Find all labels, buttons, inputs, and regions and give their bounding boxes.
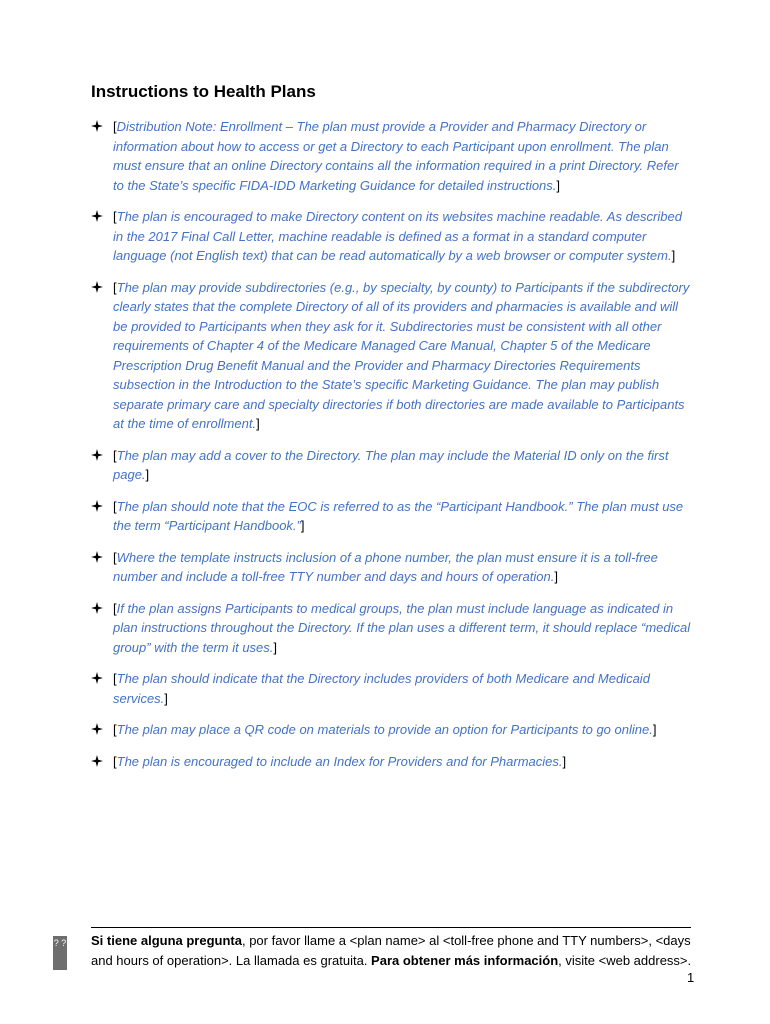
instruction-list: [91, 117, 691, 783]
footer-text-1: , por favor llame a <plan name> al <toll-free phone and TTY numbers>, <days and hours of operation>. La llamada es gratuita.: [91, 933, 691, 968]
list-item: [The plan may provide subdirectories (e.g., by specialty, by county) to Participants if the subdirectory clearly states that the complete Directory of all of its providers and pharmacies is available and will be provided to Participants when they ask for it. Subdirectories must be consistent with all other requirements of Chapter 4 of the Medicare Managed Care Manual, Chapter 5 of the Medicare Prescription Drug Benefit Manual and the Provider and Pharmacy Directories Requirements subsection in the Introduction to the State’s specific Marketing Guidance. The plan may publish separate primary care and specialty directories if both directories are made available to Participants at the time of enrollment.]: [91, 278, 691, 434]
instruction-text: The plan is encouraged to include an Index for Providers and for Pharmacies.: [116, 753, 563, 769]
footer-bold-info: Para obtener más información: [371, 952, 559, 968]
diamond-bullet-icon: [91, 210, 103, 222]
list-item: [The plan is encouraged to make Directory content on its websites machine readable. As described in the 2017 Final Call Letter, machine readable is defined as a format in a standard computer language (not English text) that can be read automatically by a web browser or computer system.]: [91, 207, 691, 266]
diamond-bullet-icon: [91, 551, 103, 563]
list-item: [The plan is encouraged to include an Index for Providers and for Pharmacies.]: [91, 752, 691, 772]
list-item: [Where the template instructs inclusion of a phone number, the plan must ensure it is a toll-free number and include a toll-free TTY number and days and hours of operation.]: [91, 548, 691, 587]
instruction-text: The plan should note that the EOC is referred to as the “Participant Handbook.” The plan must use the term “Participant Handbook.”: [113, 498, 684, 533]
list-item: [If the plan assigns Participants to medical groups, the plan must include language as indicated in plan instructions throughout the Directory. If the plan uses a different term, it should replace “medical group” with the term it uses.]: [91, 599, 691, 658]
footer-disclaimer: [91, 931, 701, 970]
list-item: [The plan may place a QR code on materials to provide an option for Participants to go online.]: [91, 720, 691, 740]
instruction-text: The plan may add a cover to the Directory. The plan may include the Material ID only on the first page.: [113, 447, 669, 482]
instruction-text: The plan may provide subdirectories (e.g., by specialty, by county) to Participants if the subdirectory clearly states that the complete Directory of all of its providers and pharmacies is available and will be provided to Participants when they ask for it. Subdirectories must be consistent with all other requirements of Chapter 4 of the Medicare Managed Care Manual, Chapter 5 of the Medicare Prescription Drug Benefit Manual and the Provider and Pharmacy Directories Requirements subsection in the Introduction to the State’s specific Marketing Guidance. The plan may publish separate primary care and specialty directories if both directories are made available to Participants at the time of enrollment.: [113, 279, 690, 431]
diamond-bullet-icon: [91, 281, 103, 293]
instruction-text: The plan may place a QR code on materials to provide an option for Participants to go online.: [116, 722, 653, 737]
list-item: [The plan should note that the EOC is referred to as the “Participant Handbook.” The plan must use the term “Participant Handbook.”]: [91, 497, 691, 536]
list-item: [The plan may add a cover to the Directory. The plan may include the Material ID only on the first page.]: [91, 446, 691, 485]
instruction-text: Where the template instructs inclusion of a phone number, the plan must ensure it is a toll-free number and include a toll-free TTY number and days and hours of operation.: [113, 549, 658, 584]
diamond-bullet-icon: [91, 602, 103, 614]
instruction-text: If the plan assigns Participants to medical groups, the plan must include language as indicated in plan instructions throughout the Directory. If the plan uses a different term, it should replace “medical group” with the term it uses.: [113, 600, 691, 655]
diamond-bullet-icon: [91, 500, 103, 512]
instruction-text: The plan is encouraged to make Directory content on its websites machine readable. As described in the 2017 Final Call Letter, machine readable is defined as a format in a standard computer language (not English text) that can be read automatically by a web browser or computer system.: [113, 209, 682, 263]
list-item: [The plan should indicate that the Directory includes providers of both Medicare and Medicaid services.]: [91, 669, 691, 708]
instruction-text: The plan should indicate that the Directory includes providers of both Medicare and Medicaid services.: [113, 671, 650, 706]
help-badge: ? ?: [53, 936, 67, 970]
footer-bold-question: Si tiene alguna pregunta: [91, 933, 242, 948]
instruction-text: Distribution Note: Enrollment – The plan must provide a Provider and Pharmacy Directory or information about how to access or get a Directory to each Participant upon enrollment. The plan must ensure that an online Directory contains all the information required in a print Directory. Refer to the State’s specific FIDA-IDD Marketing Guidance for detailed instructions.: [113, 119, 679, 193]
diamond-bullet-icon: [91, 755, 103, 767]
footer-text-2: , visite <web address>.: [558, 952, 692, 968]
page-heading: Instructions to Health Plans: [91, 82, 316, 101]
diamond-bullet-icon: [91, 723, 103, 735]
footer-divider: [91, 927, 691, 928]
diamond-bullet-icon: [91, 672, 103, 684]
diamond-bullet-icon: [91, 449, 103, 461]
list-item: [Distribution Note: Enrollment – The plan must provide a Provider and Pharmacy Directory or information about how to access or get a Directory to each Participant upon enrollment. The plan must ensure that an online Directory contains all the information required in a print Directory. Refer to the State’s specific FIDA-IDD Marketing Guidance for detailed instructions.]: [91, 117, 691, 195]
page-number: 1: [687, 970, 695, 985]
diamond-bullet-icon: [91, 120, 103, 132]
